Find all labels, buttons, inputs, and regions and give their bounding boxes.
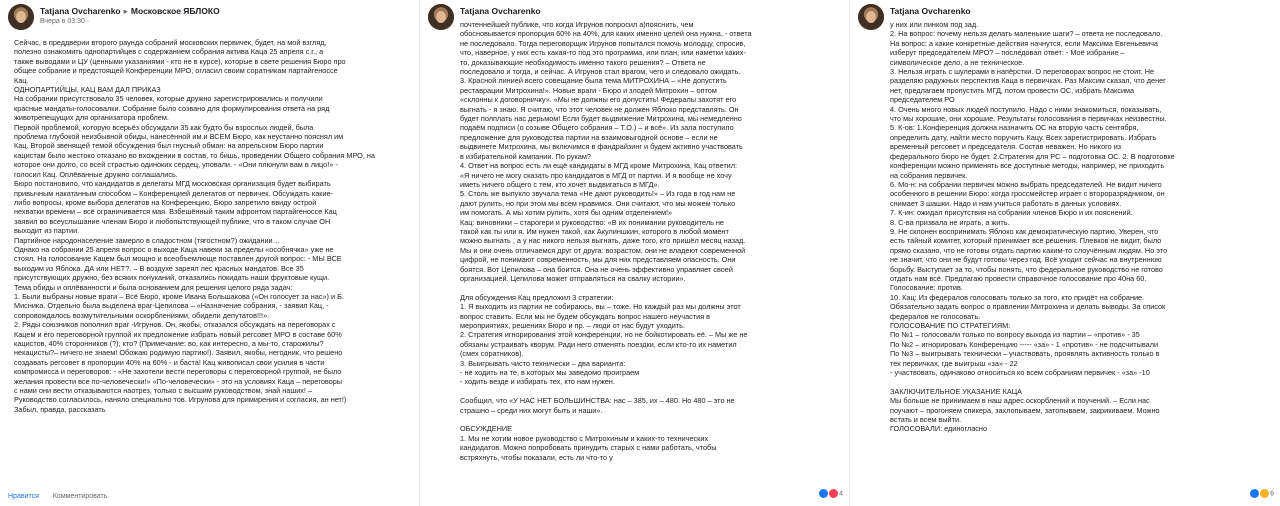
author-name[interactable]: Tatjana Ovcharenko	[460, 6, 541, 16]
author-name[interactable]: Tatjana Ovcharenko	[40, 6, 121, 16]
haha-reaction-icon	[1260, 489, 1269, 498]
like-reaction-icon	[819, 489, 828, 498]
author-name[interactable]: Tatjana Ovcharenko	[890, 6, 971, 16]
post-actions	[8, 493, 119, 500]
post-text: у них или пинком под зад. 2. На вопрос: почему нельзя делать маленькие шаги? – ответа не последовало. На вопрос: а какие конкретные действия начнутся, если Максима Евгеньевича изберут председателем МРО? – последовал ответ: - Моё избрание – символическое дело, а не техническое. 3. Нельзя играть с шулерами в напёрстки. О переговорах вопрос не стоит. Не разделяю радужных перспектив Каца в первичках. Раз Максим сказал, что денег нет, предлагаем пропустить МГД, потом провести ОС, избрать Максима председателем РО 4. Очень много новых людей поступило. Надо с ними знакомиться, показывать, что мы хорошие, они хорошие. Результаты голосования в первичках неизвестны. 5. К-ов: 1.Конференция должна назначить ОС на вторую часть сентября, определить дату, найти место поручить Кацу. Всех зарегистрировать. Избрать временный регсовет и председателя. Состав неважен. Но никого из федерального бюро не будет. 2.Стратегия для PC – подготовка ОС. 2. В подготовке конференции можно применять все доступные методы, например, не приходить на собрания первичек. 6. Мо-н: на собрании первичек можно выбрать председателей. Не видит ничего особенного в решении Бюро: когда гроссмейстер играет с второразрядником, он снимает 3 шашки. Надо и нам учиться работать в данных условиях. 7. К-ин: ожидал присутствия на собрании членов Бюро и их пояснений. 8. С-ва призвала не играть, а жить. 9. Не склонен воспринимать Яблоко как демократическую партию. Уверен, что есть тайный комитет, который принимает все решения. Плевков не видит, было прямо сказано, что не готовы отдать партию каким-то слоучённым людям. Но это не значит, что они не будут готовы через год. Всё уходит сейчас на внутреннюю борьбу. Выступает за то, чтобы понять, что федеральное руководство не готово отдать нам всё. Предлагаю провести справочное голосование про 40на 60. Голосование: против. 10. Кац: Из федералов голосовать только за того, кто придёт на собрание. Обязательно задать вопрос о правлении Митрохина и делать выводы. За список федералов не голосовать. ГОЛОСОВАНИЕ ПО СТРАТЕГИЯМ: По №1 – голосовали только по вопросу выхода из партии – «против» - 35 По №2 – игнорировать Конференцию ----- «за» - 1 «против» - не подсчитывали По №3 – выигрывать технически – участвовать, проявлять активность только в тех первичках, где выигрыш «за» - 22 - участвовать, одинаково относиться ко всем собраниям первичек - «за» -10 ЗАКЛЮЧИТЕЛЬНОЕ УКАЗАНИЕ КАЦА Мы больше не принимаем в наш адрес оскорблений и поучений. – Если нас поучают – прогоняем спикера, захлопываем, затопываем, закрикиваем. Можно встать и всем выйти. ГОЛОСОВАЛИ: единогласно	[890, 20, 1175, 434]
post-panel-3	[850, 0, 1280, 506]
post-panel-2	[420, 0, 850, 506]
comment-button[interactable]: Комментировать	[52, 493, 108, 500]
arrow-icon: ▸	[123, 6, 128, 16]
like-button[interactable]: Нравится	[8, 493, 39, 500]
globe-icon: ·	[86, 18, 90, 25]
post-time[interactable]: Вчера в 03:30	[40, 18, 85, 25]
like-reaction-icon	[1250, 489, 1259, 498]
reactions[interactable]	[1250, 489, 1274, 498]
avatar[interactable]	[858, 4, 884, 30]
reaction-count: 6	[1270, 490, 1274, 498]
avatar[interactable]	[428, 4, 454, 30]
reaction-count: 4	[839, 490, 843, 498]
love-reaction-icon	[829, 489, 838, 498]
avatar[interactable]	[8, 4, 34, 30]
post-text: почтеннейшей публике, что когда Игрунов попросил а)пояснить, чем обосновывается пропорция 60% на 40%, для каких именно целей она нужна, - ответа не последовало. Тогда переговорщик Игрунов попытался помочь молодцу, спросив, что, наверное, у них есть какая-то под это программа, или план, или наметки каких- то, доказывающие необходимость именно такого решения? – Ответа не последовало и тогда, и сейчас. А Игрунов стал врагом, чего и следовало ожидать. 3. Красной линией всего совещание была тема МИТРОХИНА – «Не допустить реставрации Митрохина!». Новые враги - Бюро и злодей Митрохин – оптом «склонны к договорничку». «Мы не должны его допустить! Федералы захотят его выгнать - я знаю. Я считаю, что этот человек не должен Яблоко представлять. Он будет полплать нас дерьмом! Если будет выдвижение Митрохина, мы немедленно подаём подписи (о созыве Общего собрания – Т.О.) – и всё». Из зала поступило предложение для руководства партии на взаимовыгодной основе – если не выдвинете Митрохина, мы включимся в фандрайзинг и будем активно участвовать в избирательной кампании. По рукам? 4. Ответ на вопрос есть ли ещё кандидаты в МГД кроме Митрохина, Кац ответил: «Я ничего не могу сказать про кандидатов в МГД от партии. И я вообще не хочу иметь ничего общего с тем, кто хочет выдвигаться в МГД». 5. Столь же выпукло звучала тема «Не дают руководить!» – Из года в год нам не дают рулить, но при этом мы всем нравимся. Они считают, что мы можем только им помогать. А мы хотим рулить, хотя бы одним отделением!» Кац: виновники – старогери и руководство: «В их понимании руководитель не такой как ты или я. Им нужен такой, как Акулиншкин, которого в любой момент можно выгнать , а у нас никого нельзя выгнать, даже того, кто пришёл месяц назад. Мы и они очень отличаемся друг от друга: возрастом, они не владеют современной цифрой, не понимают современность, мы для них представляем опасность. Они боятся. Вот Цепилова – она боится. Она не очень эффективно управляет своей организацией. Цепилова может отправляться на свалку истории». Для обсуждения Кац предложил 3 стратегии: 1. Я выходить из партии не собираюсь, вы – тоже. Но каждый раз мы должны этот вопрос ставить. Если мы не будем обсуждать вопрос нашего неучастия в мероприятиях, решениях Бюро и пр. – люди от нас будут уходить. 2. Стратегия игнорирования этой конференции, но не бойкотировать её. – Мы же не обязаны устраивать кворум. Ради него отменять поездки, если кто-то их наметил (смех соратников). 3. Выигрывать чисто технически – два варианта: - не ходить на те, в которых мы заведомо проиграем - ходить везде и избирать тех, кто нам нужен. Сообщил, что «У НАС НЕТ БОЛЬШИНСТВА: нас – 385, их – 480. Но 480 – это не страшно – среди них могут быть и наши». ОБСУЖДЕНИЕ 1. Мы не хотим новое руководство с Митрохиным и каких-то технических кандидатов. Можно попробовать принудить старых с нами работать, чтобы встряхнуть, чтобы показали, есть ли что-то у	[460, 20, 752, 462]
post-panel-1	[0, 0, 420, 506]
reactions[interactable]	[819, 489, 843, 498]
post-text: Сейчас, в преддверии второго раунда собраний московских первичек, будет, на мой взгляд, полезно ознакомить однопартийцев с содержанием собрания актива Каца 25 апреля с.г., а также выводами и ЦУ (ценными указаниями - кто не в курсе), которые в свете решения Бюро про общее собрание и предстоящей Конференции МРО, огласил своим соратникам партайгеноссе Кац. ОДНОПАРТИЙЦЫ, КАЦ ВАМ ДАЛ ПРИКАЗ На собрании присутствовало 35 человек, которые дружно зарегистрировались и получили красные мандаты-голосовалки. Собрание было созвано для формулирования ответа на ряд животрепещущих для организатора проблем. Первой проблемой, которую всерьёз обсуждали 35 как будто бы взрослых людей, была проблема глубокой неизбывной обиды, нанесённой им и ВСЕМ Бюро, как неустанно пояснял им Кац. Второй звенящей темой обсуждения был гнусный обман: на апрельском Бюро партии кацистам было жестоко отказано во вхождении в состав, то бишь, проведении Общего собрания МРО, на которое они долго, со всей страстью одиноких сердец, уповали. - «Они плюнули вам в лицо!» - голосил Кац. Оплёванные дружно соглашались. Бюро постановило, что кандидатов в делегаты МГД московская организация будет выбирать привычным накатанным способом – Конференцией делегатов от первичек. Обсуждать какие- либо вопросы, кроме выбора делегатов на Конференцию, Бюро запретило ввиду острой нехватки времени – всё ограничивается мая. Взбешённый таким афронтом партайгеноссе Кац заявил во всеуслышание членам Бюро и любопытствующей публике, что в таком случае ОН выходит из партии. Партийное народонаселение замерло в сладостном (тягостном?) ожидании… Однако на собрании 25 апреля вопрос о выходе Каца навеки за пределы «особнячка» уже не стоял. На голосование Кацем был мощно и всеобъемлюще поставлен другой вопрос: - МЫ ВСЕ выходим из Яблока. ДА или НЕТ?. – В воздухе зареял лес красных мандатов. Все 35 присутствующих дружно, без всяких понуканий, отказались покидать наши фруктовые кущи. Тема обиды и оплёванности и была основанием для решения целого ряда задач: 1. Были выбраны новые враги – Всё Бюро, кроме Ивана Большакова («Он голосует за нас») и Б. Мисника. Отдельно была выделена враг-Цепилова – «Назначение собрания, - заявил Кац, - сопровождалось возмутительными оскорблениями, обидели депутатов!!!». 2. Ряды союзников пополнил враг -Игрунов. Он, якобы, отказался обсуждать на переговорах с Кацем и его переговорной группой их предложение избрать новый регсовет МРО в составе 60% кацистов, 40% сторонников (?), кто? (Примечание: во, как интересно, а мы-то, старожилы? некацисты?– ничего не знаем! Обожаю родимую партию!). Заявил, якобы, негодник, что решено создавать регсовет в пропорции 40% на 60% - и баста! Кац живописал свои усилия в части компромисса и переговоров: - «Не захотели вести переговоры с переговорной группой, не было желания провести все по-человечески!» «По-человечески» - это на условиях Каца – переговоры с нами они вести отказываются наотрез, только с высшим руководством, знай наших! – Руководство согласилось, наняло специально тов. Игрунова для примирения и согласия, ан нет!) Забыл, правда, рассказать	[14, 38, 375, 414]
group-name[interactable]: Московское ЯБЛОКО	[130, 6, 220, 16]
